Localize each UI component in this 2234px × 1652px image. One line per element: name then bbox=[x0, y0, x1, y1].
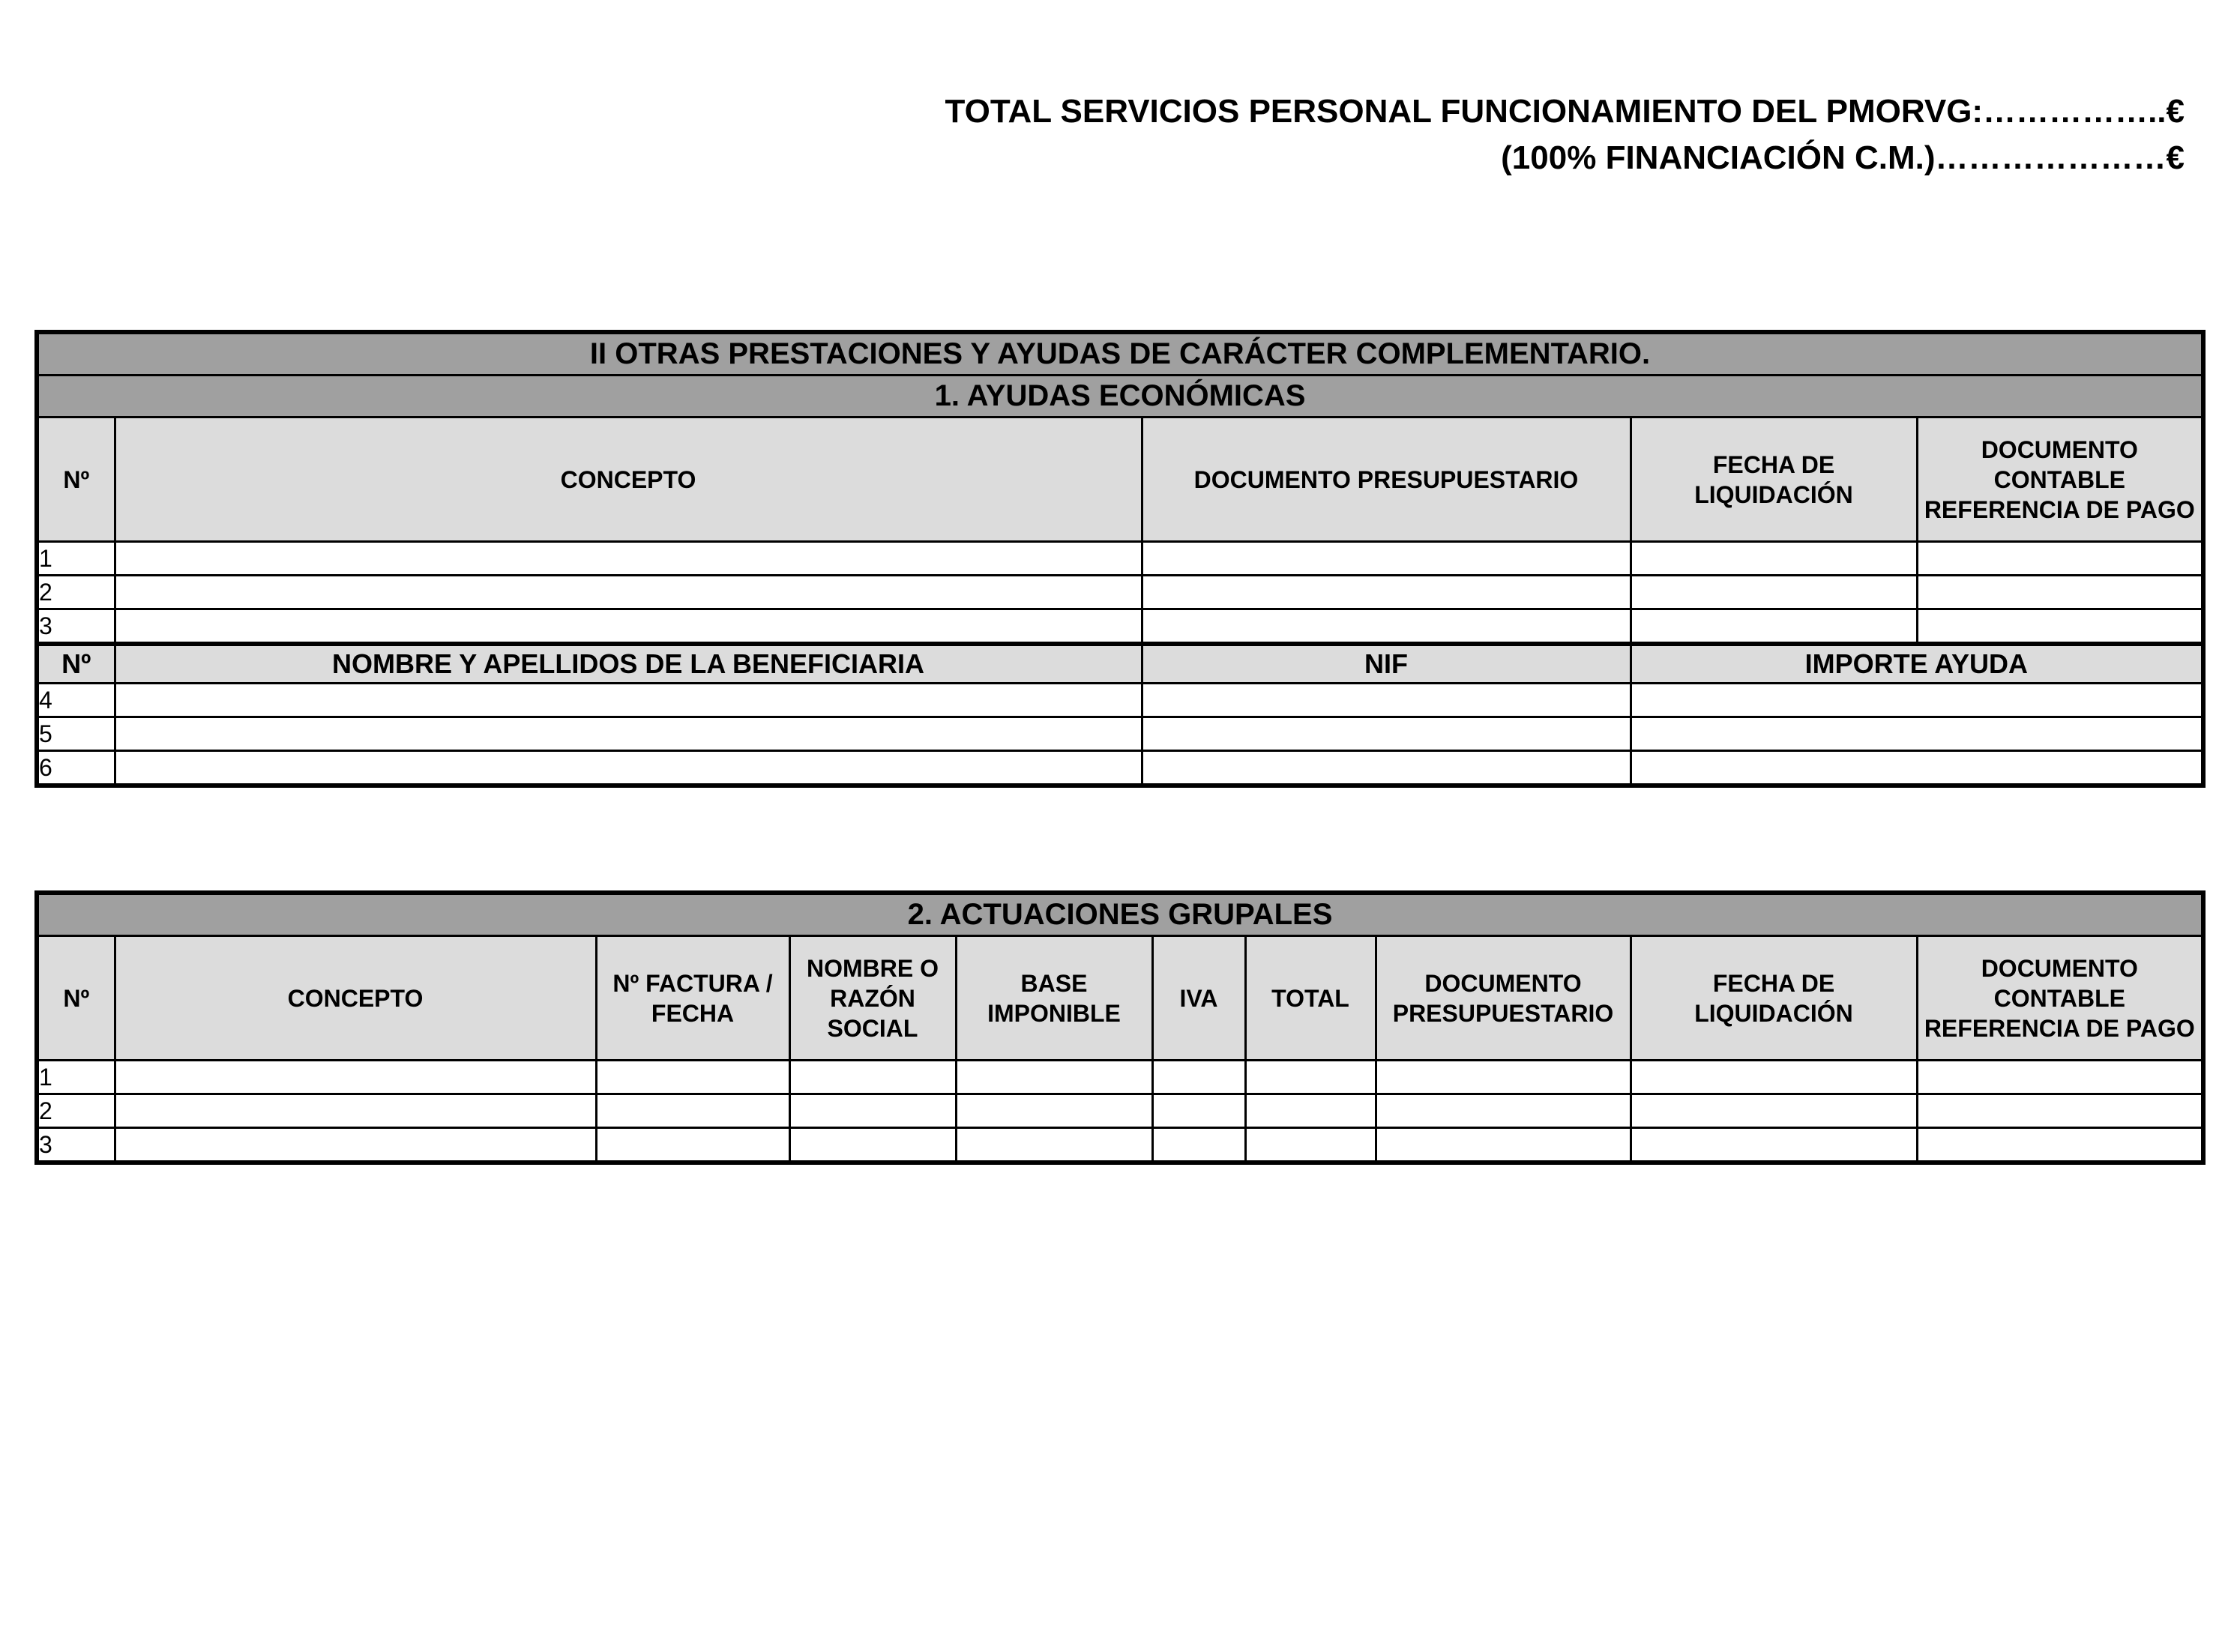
row-number: 6 bbox=[37, 751, 115, 786]
nif-cell[interactable] bbox=[1142, 717, 1631, 751]
header2-num: Nº bbox=[37, 644, 115, 684]
nombre-apellidos-cell[interactable] bbox=[115, 717, 1142, 751]
header-factura-fecha: Nº FACTURA / FECHA bbox=[596, 936, 789, 1061]
documento-presupuestario-cell[interactable] bbox=[1142, 576, 1631, 609]
table-row bbox=[37, 1061, 2203, 1094]
header-num: Nº bbox=[37, 417, 115, 542]
concepto-cell[interactable] bbox=[115, 1094, 596, 1128]
nif-cell[interactable] bbox=[1142, 684, 1631, 717]
section-title: II OTRAS PRESTACIONES Y AYUDAS DE CARÁCTER COMPLEMENTARIO. bbox=[37, 332, 2203, 376]
row-number: 1 bbox=[37, 1061, 115, 1094]
fecha-liquidacion-cell[interactable] bbox=[1631, 609, 1917, 645]
actuaciones-grupales-table bbox=[34, 890, 2206, 1165]
header-concepto: CONCEPTO bbox=[115, 417, 1142, 542]
financiacion-line: (100% FINANCIACIÓN C.M.)…………………€ bbox=[1501, 139, 2185, 176]
documento-contable-cell[interactable] bbox=[1917, 542, 2203, 576]
table-row bbox=[37, 1128, 2203, 1163]
fecha-liquidacion-cell[interactable] bbox=[1631, 1094, 1917, 1128]
section-title: 2. ACTUACIONES GRUPALES bbox=[37, 893, 2203, 936]
header-fecha-liquidacion: FECHA DE LIQUIDACIÓN bbox=[1631, 936, 1917, 1061]
header-nif: NIF bbox=[1142, 644, 1631, 684]
total-cell[interactable] bbox=[1245, 1128, 1376, 1163]
row-number: 5 bbox=[37, 717, 115, 751]
razon-social-cell[interactable] bbox=[789, 1128, 956, 1163]
header-base-imponible: BASE IMPONIBLE bbox=[956, 936, 1152, 1061]
header-iva: IVA bbox=[1152, 936, 1245, 1061]
iva-cell[interactable] bbox=[1152, 1061, 1245, 1094]
documento-presupuestario-cell[interactable] bbox=[1376, 1128, 1631, 1163]
razon-social-cell[interactable] bbox=[789, 1061, 956, 1094]
documento-presupuestario-cell[interactable] bbox=[1376, 1061, 1631, 1094]
factura-fecha-cell[interactable] bbox=[596, 1128, 789, 1163]
row-number: 2 bbox=[37, 1094, 115, 1128]
table-row bbox=[37, 1094, 2203, 1128]
nif-cell[interactable] bbox=[1142, 751, 1631, 786]
header-importe-ayuda: IMPORTE AYUDA bbox=[1631, 644, 2203, 684]
documento-contable-cell[interactable] bbox=[1917, 576, 2203, 609]
row-number: 3 bbox=[37, 1128, 115, 1163]
header-concepto: CONCEPTO bbox=[115, 936, 596, 1061]
importe-ayuda-cell[interactable] bbox=[1631, 684, 2203, 717]
header-total: TOTAL bbox=[1245, 936, 1376, 1061]
row-number: 3 bbox=[37, 609, 115, 645]
fecha-liquidacion-cell[interactable] bbox=[1631, 576, 1917, 609]
total-cell[interactable] bbox=[1245, 1094, 1376, 1128]
table-row bbox=[37, 576, 2203, 609]
header-documento-presupuestario: DOCUMENTO PRESUPUESTARIO bbox=[1376, 936, 1631, 1061]
table-row bbox=[37, 751, 2203, 786]
concepto-cell[interactable] bbox=[115, 609, 1142, 645]
fecha-liquidacion-cell[interactable] bbox=[1631, 1128, 1917, 1163]
table-row bbox=[37, 684, 2203, 717]
table-row bbox=[37, 609, 2203, 645]
table-row bbox=[37, 542, 2203, 576]
header-documento-presupuestario: DOCUMENTO PRESUPUESTARIO bbox=[1142, 417, 1631, 542]
row-number: 2 bbox=[37, 576, 115, 609]
total-cell[interactable] bbox=[1245, 1061, 1376, 1094]
concepto-cell[interactable] bbox=[115, 1128, 596, 1163]
ayudas-economicas-table bbox=[34, 330, 2206, 788]
base-imponible-cell[interactable] bbox=[956, 1094, 1152, 1128]
concepto-cell[interactable] bbox=[115, 542, 1142, 576]
iva-cell[interactable] bbox=[1152, 1128, 1245, 1163]
header-nombre-apellidos: NOMBRE Y APELLIDOS DE LA BENEFICIARIA bbox=[115, 644, 1142, 684]
importe-ayuda-cell[interactable] bbox=[1631, 751, 2203, 786]
concepto-cell[interactable] bbox=[115, 1061, 596, 1094]
factura-fecha-cell[interactable] bbox=[596, 1061, 789, 1094]
documento-contable-cell[interactable] bbox=[1917, 1061, 2203, 1094]
header-documento-contable: DOCUMENTO CONTABLE REFERENCIA DE PAGO bbox=[1917, 936, 2203, 1061]
table-row bbox=[37, 717, 2203, 751]
row-number: 4 bbox=[37, 684, 115, 717]
documento-presupuestario-cell[interactable] bbox=[1376, 1094, 1631, 1128]
header-fecha-liquidacion: FECHA DE LIQUIDACIÓN bbox=[1631, 417, 1917, 542]
total-servicios-line: TOTAL SERVICIOS PERSONAL FUNCIONAMIENTO DEL PMORVG:……………..€ bbox=[945, 93, 2185, 130]
importe-ayuda-cell[interactable] bbox=[1631, 717, 2203, 751]
base-imponible-cell[interactable] bbox=[956, 1061, 1152, 1094]
fecha-liquidacion-cell[interactable] bbox=[1631, 1061, 1917, 1094]
documento-contable-cell[interactable] bbox=[1917, 1094, 2203, 1128]
subsection-title: 1. AYUDAS ECONÓMICAS bbox=[37, 376, 2203, 417]
documento-contable-cell[interactable] bbox=[1917, 609, 2203, 645]
header-num: Nº bbox=[37, 936, 115, 1061]
header-documento-contable: DOCUMENTO CONTABLE REFERENCIA DE PAGO bbox=[1917, 417, 2203, 542]
base-imponible-cell[interactable] bbox=[956, 1128, 1152, 1163]
header-nombre-razon-social: NOMBRE O RAZÓN SOCIAL bbox=[789, 936, 956, 1061]
fecha-liquidacion-cell[interactable] bbox=[1631, 542, 1917, 576]
factura-fecha-cell[interactable] bbox=[596, 1094, 789, 1128]
row-number: 1 bbox=[37, 542, 115, 576]
nombre-apellidos-cell[interactable] bbox=[115, 751, 1142, 786]
concepto-cell[interactable] bbox=[115, 576, 1142, 609]
nombre-apellidos-cell[interactable] bbox=[115, 684, 1142, 717]
razon-social-cell[interactable] bbox=[789, 1094, 956, 1128]
documento-presupuestario-cell[interactable] bbox=[1142, 542, 1631, 576]
documento-presupuestario-cell[interactable] bbox=[1142, 609, 1631, 645]
documento-contable-cell[interactable] bbox=[1917, 1128, 2203, 1163]
totals-block bbox=[945, 88, 2185, 181]
iva-cell[interactable] bbox=[1152, 1094, 1245, 1128]
